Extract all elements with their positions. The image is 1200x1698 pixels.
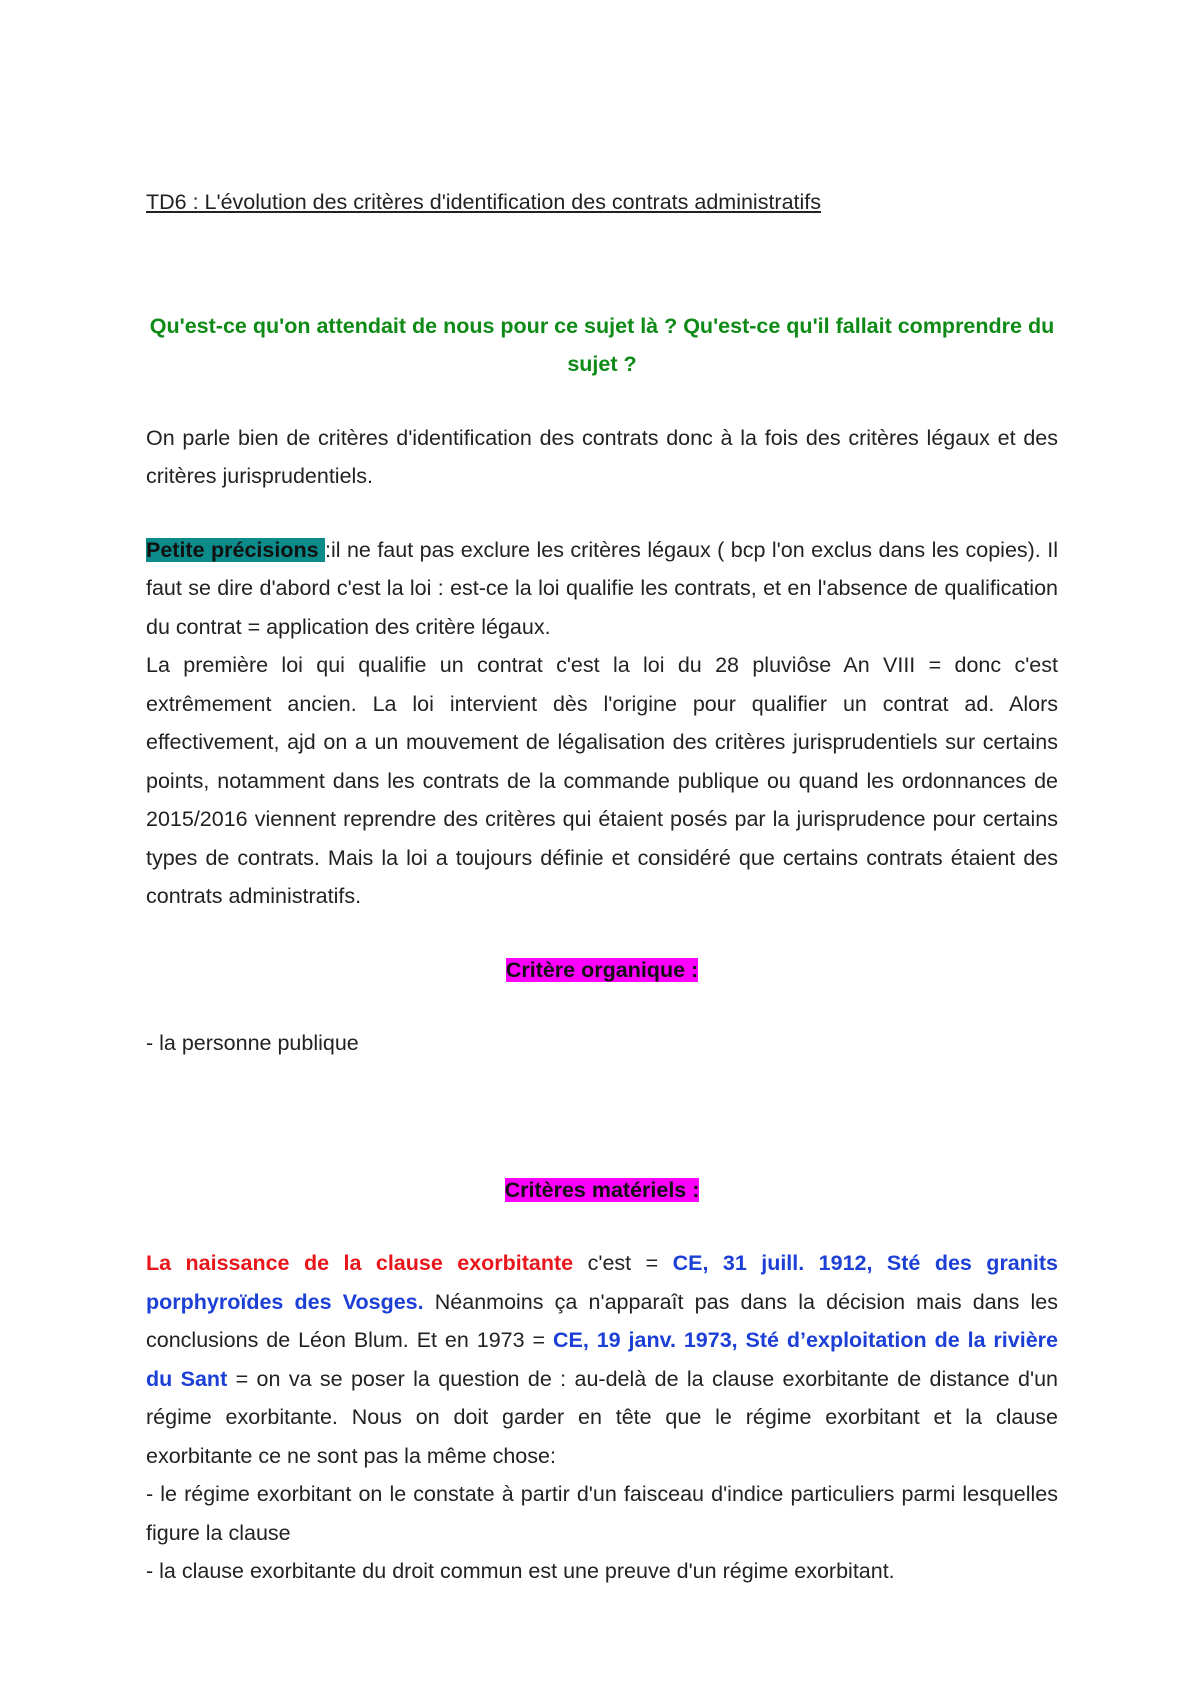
- intro-paragraph: On parle bien de critères d'identification des contrats donc à la fois des critères légaux et des critères jurisprudentiels.: [146, 425, 1058, 488]
- case-reference-1912: CE, 31 juill. 1912, Sté des granits porphyroïdes des Vosges.: [146, 1251, 1058, 1314]
- clause-label: La naissance de la clause exorbitante: [146, 1251, 574, 1275]
- question-heading: Qu'est-ce qu'on attendait de nous pour ce sujet là ? Qu'est-ce qu'il fallait comprendre du sujet ?: [149, 313, 1055, 376]
- material-text-2: Néanmoins ça n'apparaît pas dans la décision mais dans les conclusions de Léon Blum. Et en 1973 =: [146, 1289, 1058, 1352]
- organic-heading: Critère organique :: [505, 957, 699, 982]
- precisions-paragraph: [146, 531, 1058, 647]
- material-heading: Critères matériels :: [504, 1177, 700, 1202]
- case-reference-1973: CE, 19 janv. 1973, Sté d’exploitation de la rivière du Sant: [146, 1328, 1058, 1391]
- material-paragraph: [146, 1244, 1058, 1475]
- document-title: TD6 : L'évolution des critères d'identification des contrats administratifs: [146, 190, 822, 214]
- precisions-text: :il ne faut pas exclure les critères légaux ( bcp l'on exclus dans les copies). Il faut se dire d'abord c'est la loi : est-ce la loi qualifie les contrats, et en l'absence de qualification du contrat = application des critère légaux.: [146, 537, 1058, 639]
- material-text-3: = on va se poser la question de : au-delà de la clause exorbitante de distance d'un régime exorbitante. Nous on doit garder en tête que le régime exorbitant et la clause exorbitante ce ne sont pas la même chose:: [146, 1366, 1058, 1468]
- material-bullet-2: - la clause exorbitante du droit commun est une preuve d'un régime exorbitant.: [146, 1559, 895, 1583]
- precisions-label: Petite précisions: [146, 537, 325, 562]
- document-body: [146, 183, 1058, 1591]
- history-paragraph: La première loi qui qualifie un contrat c'est la loi du 28 pluviôse An VIII = donc c'est extrêmement ancien. La loi intervient dès l'origine pour qualifier un contrat ad. Alors effectivement, ajd on a un mouvement de légalisation des critères jurisprudentiels sur certains points, notamment dans les contrats de la commande publique ou quand les ordonnances de 2015/2016 viennent reprendre des critères qui étaient posés par la jurisprudence pour certains types de contrats. Mais la loi a toujours définie et considéré que certains contrats étaient des contrats administratifs.: [146, 653, 1058, 908]
- material-text-1: c'est =: [573, 1251, 673, 1275]
- material-bullet-1: - le régime exorbitant on le constate à partir d'un faisceau d'indice particuliers parmi lesquelles figure la clause: [146, 1482, 1058, 1545]
- material-heading-line: [146, 1171, 1058, 1210]
- organic-heading-line: [146, 951, 1058, 990]
- organic-item: - la personne publique: [146, 1031, 359, 1055]
